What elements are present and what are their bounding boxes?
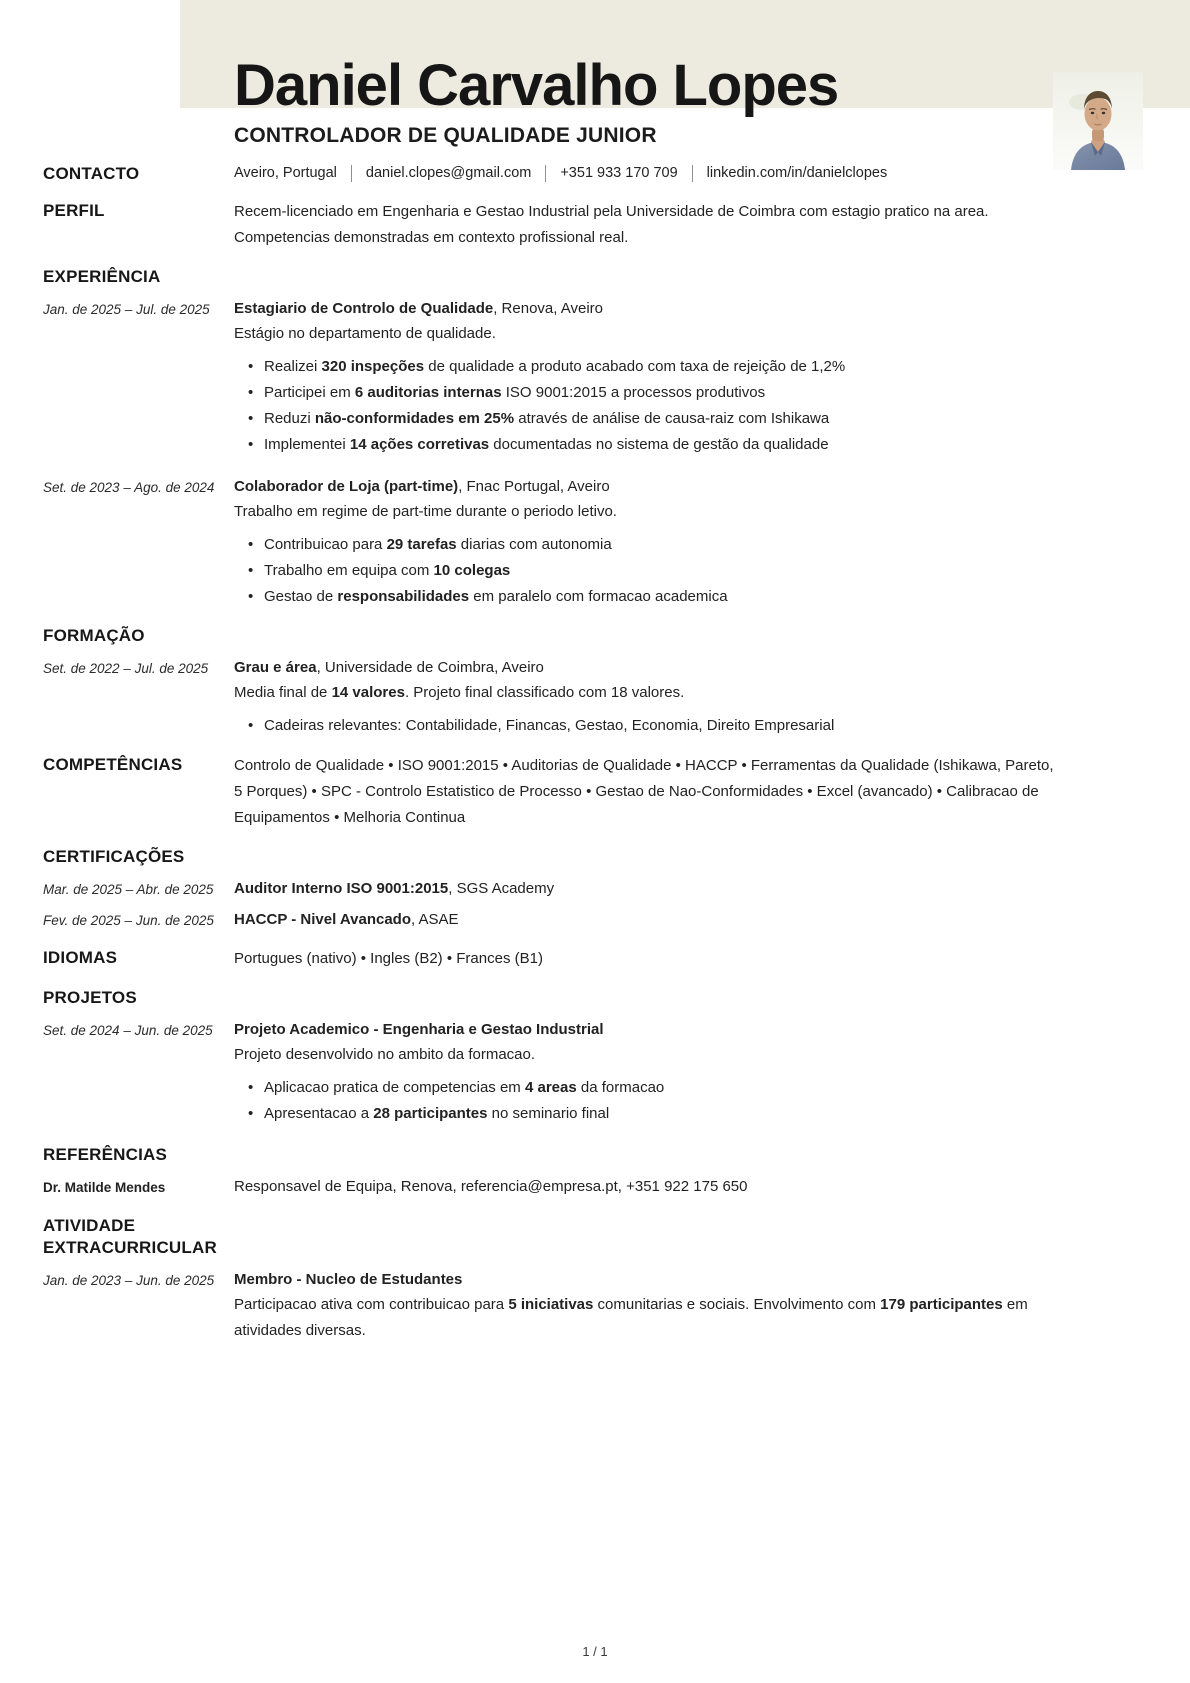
certification-entry	[0, 876, 1190, 901]
entry-date: Mar. de 2025 – Abr. de 2025	[43, 881, 214, 897]
project-entry	[0, 1017, 1190, 1127]
certification-entry	[0, 907, 1190, 932]
job-title: CONTROLADOR DE QUALIDADE JUNIOR	[234, 123, 657, 147]
entry-title: Projeto Academico - Engenharia e Gestao Industrial	[234, 1020, 604, 1038]
bullet-item: • Contribuicao para 29 tarefas diarias com autonomia	[234, 532, 1062, 558]
entry-title: Colaborador de Loja (part-time), Fnac Portugal, Aveiro	[234, 477, 610, 495]
bullet-item: • Participei em 6 auditorias internas ISO 9001:2015 a processos produtivos	[234, 380, 1062, 406]
entry-date: Jan. de 2023 – Jun. de 2025	[43, 1272, 215, 1288]
resume-header	[0, 0, 1190, 148]
section-skills	[0, 753, 1190, 831]
person-name: Daniel Carvalho Lopes	[234, 53, 839, 118]
contact-linkedin: linkedin.com/in/danielclopes	[706, 164, 888, 181]
section-languages	[0, 946, 1190, 972]
page-number: 1 / 1	[582, 1644, 608, 1659]
entry-description: Estágio no departamento de qualidade.	[234, 324, 496, 342]
section-references-header	[0, 1143, 1190, 1166]
bullet-item: • Apresentacao a 28 participantes no seminario final	[234, 1101, 1062, 1127]
entry-description: Media final de 14 valores. Projeto final classificado com 18 valores.	[234, 683, 685, 701]
entry-content	[234, 1267, 1062, 1344]
entry-description: Projeto desenvolvido no ambito da formacao.	[234, 1045, 536, 1063]
profile-text: Recem-licenciado em Engenharia e Gestao Industrial pela Universidade de Coimbra com estagio pratico na area. Competencias demonstradas em contexto profissional real.	[234, 202, 989, 246]
entry-content	[234, 1017, 1062, 1127]
contact-location: Aveiro, Portugal	[234, 164, 337, 181]
extracurricular-entry	[0, 1267, 1190, 1344]
bullet-item: • Gestao de responsabilidades em paralelo com formacao academica	[234, 584, 1062, 610]
entry-title: Estagiario de Controlo de Qualidade, Renova, Aveiro	[234, 299, 604, 317]
profile-photo	[1053, 72, 1143, 170]
contact-email: daniel.clopes@gmail.com	[365, 164, 532, 181]
entry-content	[234, 296, 1062, 458]
references-section-label: REFERÊNCIAS	[43, 1144, 168, 1164]
section-contact	[0, 162, 1190, 185]
section-education-header	[0, 624, 1190, 647]
certifications-section-label: CERTIFICAÇÕES	[43, 846, 185, 866]
entry-bullets	[234, 1075, 1062, 1127]
extracurricular-section-label: ATIVIDADE EXTRACURRICULAR	[43, 1215, 217, 1257]
skills-text: Controlo de Qualidade • ISO 9001:2015 • Auditorias de Qualidade • HACCP • Ferramentas da Qualidade (Ishikawa, Pareto, 5 Porques) • SPC - Controlo Estatistico de Processo • Gestao de Nao-Conformidades • Excel (avancado) • Calibracao de Equipamentos • Melhoria Continua	[234, 756, 1054, 826]
skills-section-label: COMPETÊNCIAS	[43, 754, 183, 774]
experience-section-label: EXPERIÊNCIA	[43, 266, 161, 286]
experience-entry	[0, 474, 1190, 610]
bullet-item: • Reduzi não-conformidades em 25% através de análise de causa-raiz com Ishikawa	[234, 406, 1062, 432]
section-projects-header	[0, 986, 1190, 1009]
projects-section-label: PROJETOS	[43, 987, 137, 1007]
entry-date: Jan. de 2025 – Jul. de 2025	[43, 301, 210, 317]
entry-title: Membro - Nucleo de Estudantes	[234, 1270, 463, 1288]
contact-phone: +351 933 170 709	[560, 164, 678, 181]
reference-entry	[0, 1174, 1190, 1200]
contact-section-label: CONTACTO	[43, 163, 140, 183]
languages-section-label: IDIOMAS	[43, 947, 118, 967]
contact-separator	[545, 165, 546, 182]
bullet-item: • Aplicacao pratica de competencias em 4 areas da formacao	[234, 1075, 1062, 1101]
entry-description: Participacao ativa com contribuicao para 5 iniciativas comunitarias e sociais. Envolvimento com 179 participantes em atividades diversas.	[234, 1295, 1028, 1339]
certification-title: Auditor Interno ISO 9001:2015, SGS Academy	[234, 879, 555, 897]
bullet-item: • Cadeiras relevantes: Contabilidade, Financas, Gestao, Economia, Direito Empresarial	[234, 713, 1062, 739]
contact-line	[234, 162, 1062, 184]
bullet-item: • Implementei 14 ações corretivas documentadas no sistema de gestão da qualidade	[234, 432, 1062, 458]
languages-text: Portugues (nativo) • Ingles (B2) • Frances (B1)	[234, 949, 543, 967]
entry-bullets	[234, 713, 1062, 739]
entry-date: Set. de 2023 – Ago. de 2024	[43, 479, 215, 495]
profile-photo-image	[1053, 72, 1143, 170]
education-section-label: FORMAÇÃO	[43, 625, 145, 645]
profile-section-label: PERFIL	[43, 200, 105, 220]
entry-date: Set. de 2024 – Jun. de 2025	[43, 1022, 213, 1038]
entry-title: Grau e área, Universidade de Coimbra, Aveiro	[234, 658, 544, 676]
section-profile	[0, 199, 1190, 251]
reference-name: Dr. Matilde Mendes	[43, 1179, 166, 1195]
section-certifications-header	[0, 845, 1190, 868]
entry-bullets	[234, 354, 1062, 458]
section-experience-header	[0, 265, 1190, 288]
entry-content	[234, 474, 1062, 610]
entry-content	[234, 655, 1062, 739]
contact-separator	[692, 165, 693, 182]
education-entry	[0, 655, 1190, 739]
bullet-item: • Trabalho em equipa com 10 colegas	[234, 558, 1062, 584]
bullet-item: • Realizei 320 inspeções de qualidade a produto acabado com taxa de rejeição de 1,2%	[234, 354, 1062, 380]
entry-bullets	[234, 532, 1062, 610]
entry-date: Set. de 2022 – Jul. de 2025	[43, 660, 209, 676]
resume-body	[0, 162, 1190, 1344]
section-extracurricular-header	[0, 1214, 1190, 1259]
entry-description: Trabalho em regime de part-time durante o periodo letivo.	[234, 502, 617, 520]
reference-details: Responsavel de Equipa, Renova, referencia@empresa.pt, +351 922 175 650	[234, 1177, 748, 1195]
experience-entry	[0, 296, 1190, 458]
entry-date: Fev. de 2025 – Jun. de 2025	[43, 912, 214, 928]
contact-separator	[351, 165, 352, 182]
certification-title: HACCP - Nivel Avancado, ASAE	[234, 910, 459, 928]
